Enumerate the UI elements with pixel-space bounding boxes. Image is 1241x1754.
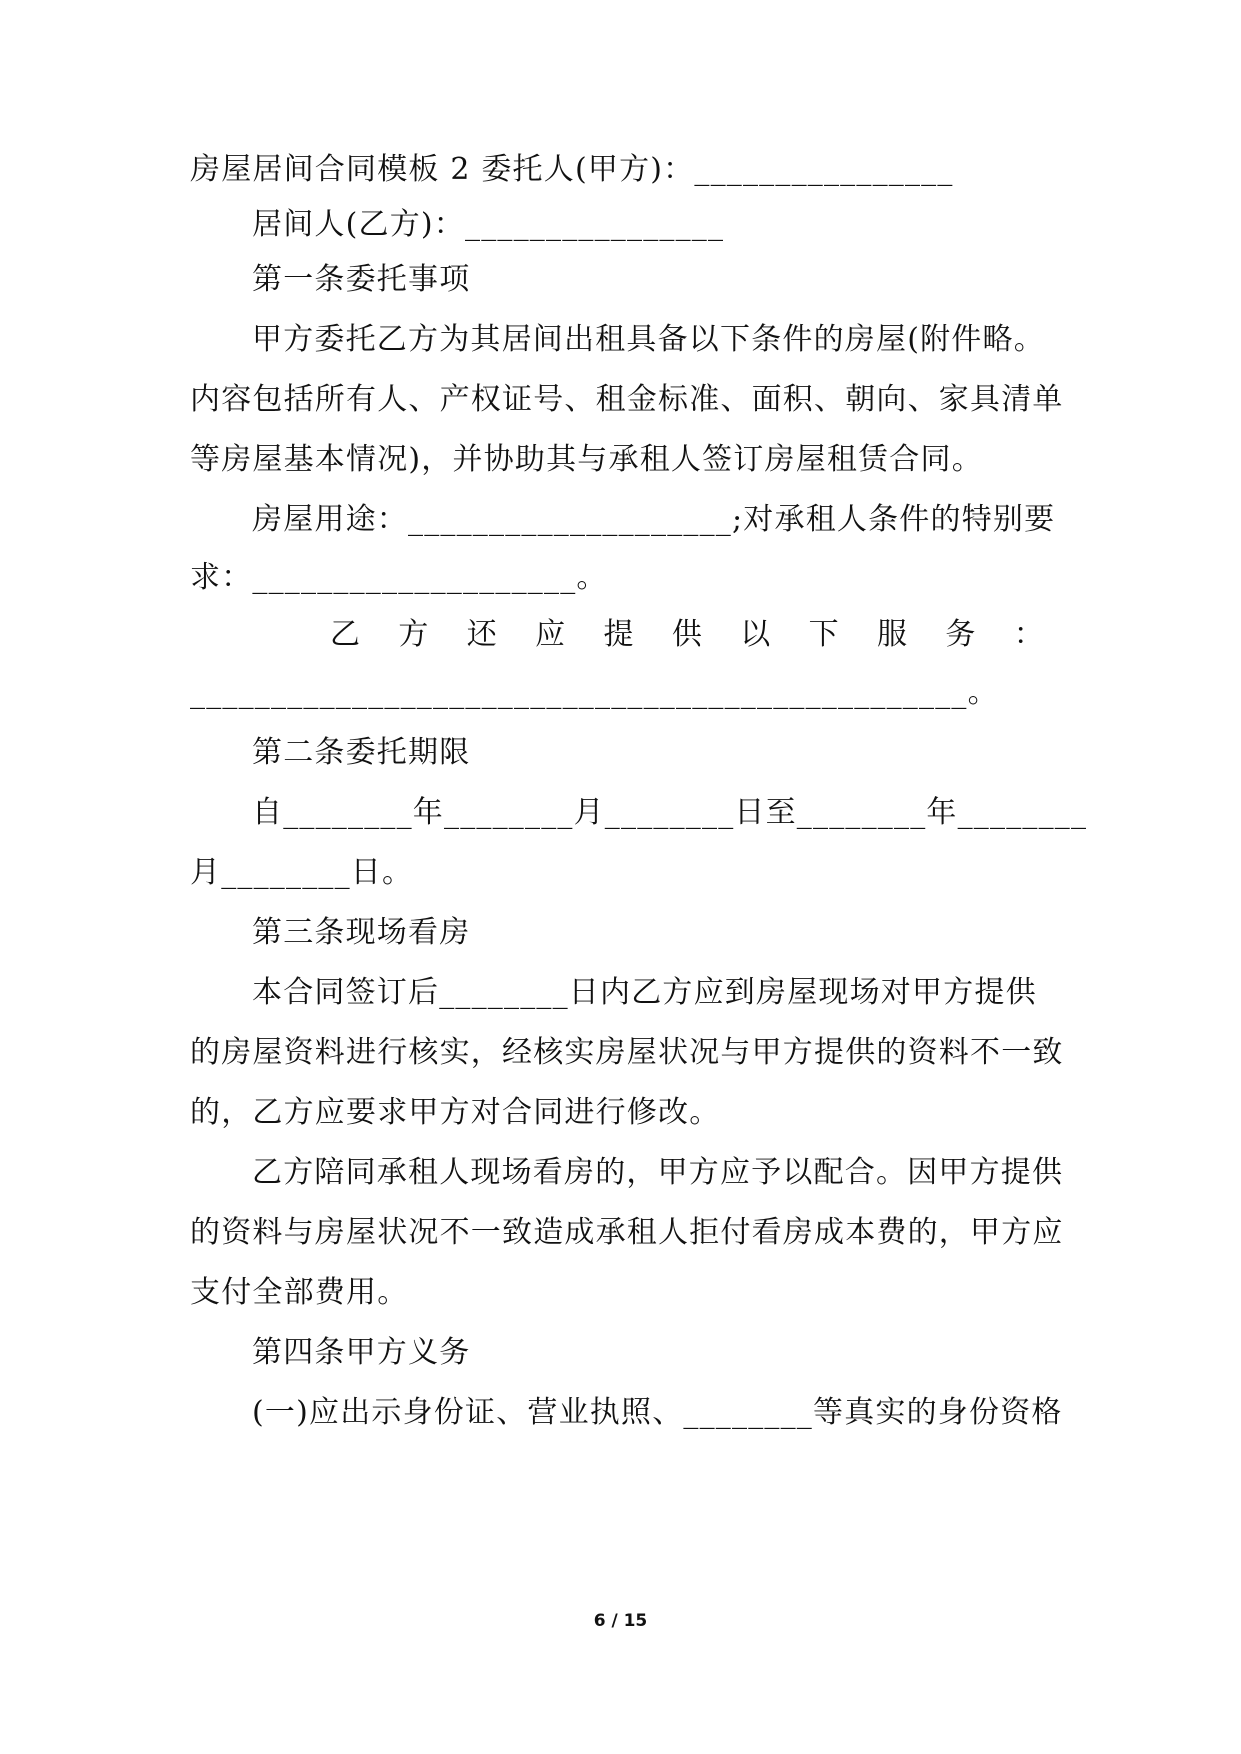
paragraph-line: (一)应出示身份证、营业执照、________等真实的身份资格 <box>252 1395 1063 1430</box>
intermediary-party-line: 居间人(乙方)：________________ <box>252 207 725 242</box>
paragraph-line: 求：____________________。 <box>190 560 608 595</box>
page-number: 6 / 15 <box>593 1611 648 1631</box>
paragraph-line: 内容包括所有人、产权证号、租金标准、面积、朝向、家具清单 <box>190 382 1064 417</box>
paragraph-line: 月________日。 <box>190 855 414 890</box>
paragraph-line: 甲方委托乙方为其居间出租具备以下条件的房屋(附件略。 <box>252 322 1045 357</box>
paragraph-line: 等房屋基本情况)，并协助其与承租人签订房屋租赁合同。 <box>190 442 983 477</box>
house-usage-line: 房屋用途：____________________;对承租人条件的特别要 <box>252 502 1056 537</box>
article-3-heading: 第三条现场看房 <box>252 915 471 950</box>
paragraph-line: 的资料与房屋状况不一致造成承租人拒付看房成本费的，甲方应 <box>190 1215 1064 1250</box>
paragraph-line: 支付全部费用。 <box>190 1275 409 1310</box>
contract-title-line: 房屋居间合同模板 2 委托人(甲方)：________________ <box>190 152 954 187</box>
services-justified-line: 乙 方 还 应 提 供 以 下 服 务 ： <box>330 617 1045 652</box>
article-2-heading: 第二条委托期限 <box>252 735 471 770</box>
paragraph-line: 乙方陪同承租人现场看房的，甲方应予以配合。因甲方提供 <box>252 1155 1064 1190</box>
paragraph-line: 本合同签订后________日内乙方应到房屋现场对甲方提供 <box>252 975 1037 1010</box>
paragraph-line: 的，乙方应要求甲方对合同进行修改。 <box>190 1095 721 1130</box>
article-1-heading: 第一条委托事项 <box>252 262 471 297</box>
date-range-line: 自________年________月________日至________年________ <box>252 795 1088 830</box>
article-4-heading: 第四条甲方义务 <box>252 1335 471 1370</box>
paragraph-line: 的房屋资料进行核实，经核实房屋状况与甲方提供的资料不一致 <box>190 1035 1064 1070</box>
blank-fill-line: ________________________________________________。 <box>190 675 999 710</box>
